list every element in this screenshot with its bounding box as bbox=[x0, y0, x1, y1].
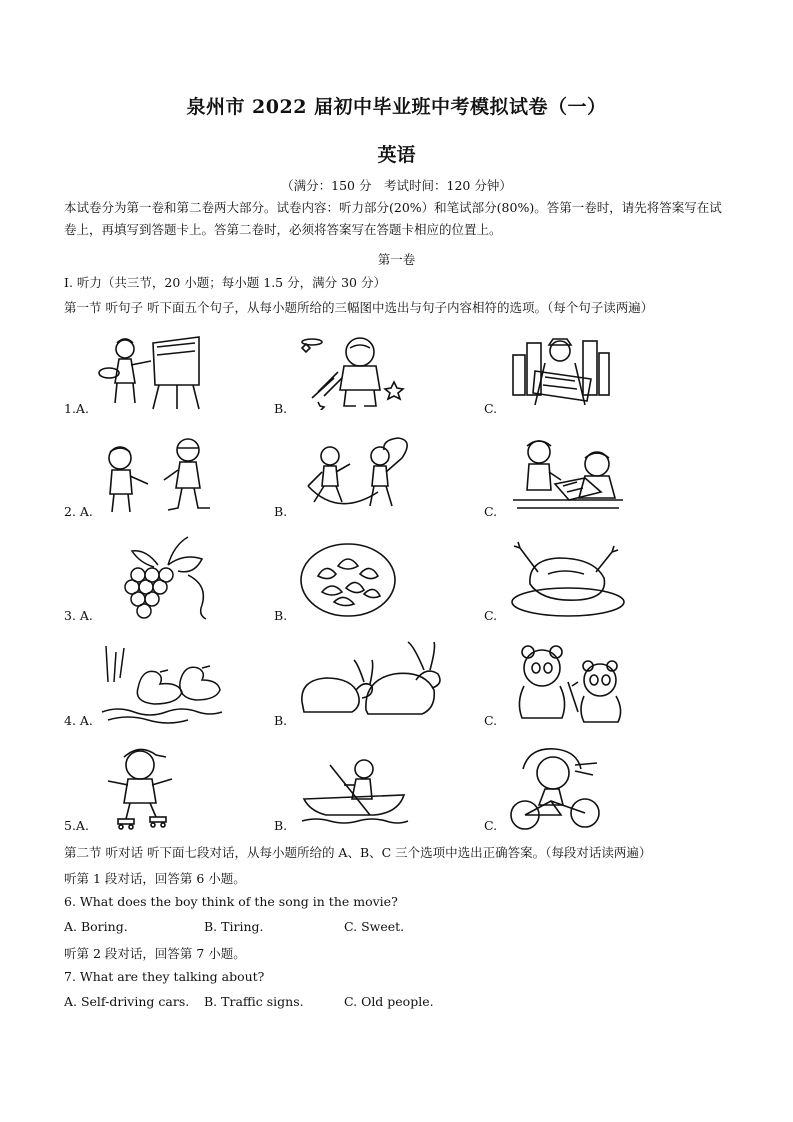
exam-intro: 本试卷分为第一卷和第二卷两大部分。试卷内容：听力部分(20%）和笔试部分(80%)。答第一卷时，请先将答案写在试卷上，再填写到答题卡上。答第二卷时，必须将答案写在答题卡相应的位置上。 bbox=[64, 200, 722, 237]
roast-chicken-picture bbox=[508, 538, 626, 618]
boy-painting-picture bbox=[95, 335, 215, 410]
option-c: C. Old people. bbox=[344, 994, 434, 1009]
page-title: 泉州市 2022 届初中毕业班中考模拟试卷（一） bbox=[186, 96, 607, 118]
option-label: C. bbox=[484, 818, 498, 833]
option-label: 4. A. bbox=[64, 713, 93, 728]
part1-instruction: 第一节 听句子 听下面五个句子，从每小题所给的三幅图中选出与句子内容相符的选项。（每个句子读两遍） bbox=[64, 300, 654, 315]
dumplings-picture bbox=[298, 540, 398, 620]
option-label: 1.A. bbox=[64, 401, 89, 416]
part2-instruction: 第二节 听对话 听下面七段对话，从每小题所给的 A、B、C 三个选项中选出正确答案。（每段对话读两遍） bbox=[64, 845, 652, 860]
question-6: 6. What does the boy think of the song in the movie? bbox=[64, 894, 398, 909]
boy-riding-bike-picture bbox=[505, 745, 605, 831]
dialog-intro: 听第 2 段对话，回答第 7 小题。 bbox=[64, 946, 246, 961]
astronaut-picture bbox=[298, 332, 408, 410]
option-label: B. bbox=[274, 504, 288, 519]
option-label: B. bbox=[274, 608, 288, 623]
question-7: 7. What are they talking about? bbox=[64, 969, 265, 984]
option-c: C. Sweet. bbox=[344, 919, 405, 934]
option-label: C. bbox=[484, 504, 498, 519]
option-label: C. bbox=[484, 401, 498, 416]
man-reading-map-picture bbox=[505, 335, 615, 410]
rabbits-picture bbox=[296, 640, 448, 722]
exam-meta: （满分：150 分 考试时间：120 分钟） bbox=[281, 178, 512, 193]
option-label: 5.A. bbox=[64, 818, 89, 833]
option-label: B. bbox=[274, 713, 288, 728]
volume-heading: 第一卷 bbox=[377, 252, 416, 267]
option-label: 3. A. bbox=[64, 608, 93, 623]
option-b: B. Tiring. bbox=[204, 919, 264, 934]
option-a: A. Boring. bbox=[64, 919, 128, 934]
option-label: C. bbox=[484, 608, 498, 623]
dialog-intro: 听第 1 段对话，回答第 6 小题。 bbox=[64, 871, 246, 886]
grapes-picture bbox=[98, 535, 218, 625]
kids-playing-chess-picture bbox=[505, 434, 627, 516]
kids-jumping-rope-picture bbox=[298, 434, 418, 514]
subject-title: 英语 bbox=[377, 144, 416, 166]
ducks-picture bbox=[98, 642, 224, 724]
boy-rowing-boat-picture bbox=[300, 755, 410, 827]
option-a: A. Self-driving cars. bbox=[64, 994, 190, 1009]
option-label: B. bbox=[274, 818, 288, 833]
option-label: 2. A. bbox=[64, 504, 93, 519]
option-label: B. bbox=[274, 401, 288, 416]
section-heading: I. 听力（共三节，20 小题；每小题 1.5 分，满分 30 分） bbox=[64, 275, 386, 290]
two-boys-picture bbox=[98, 434, 228, 516]
pandas-picture bbox=[508, 642, 634, 726]
option-b: B. Traffic signs. bbox=[204, 994, 304, 1009]
boy-skating-picture bbox=[100, 745, 200, 831]
option-label: C. bbox=[484, 713, 498, 728]
